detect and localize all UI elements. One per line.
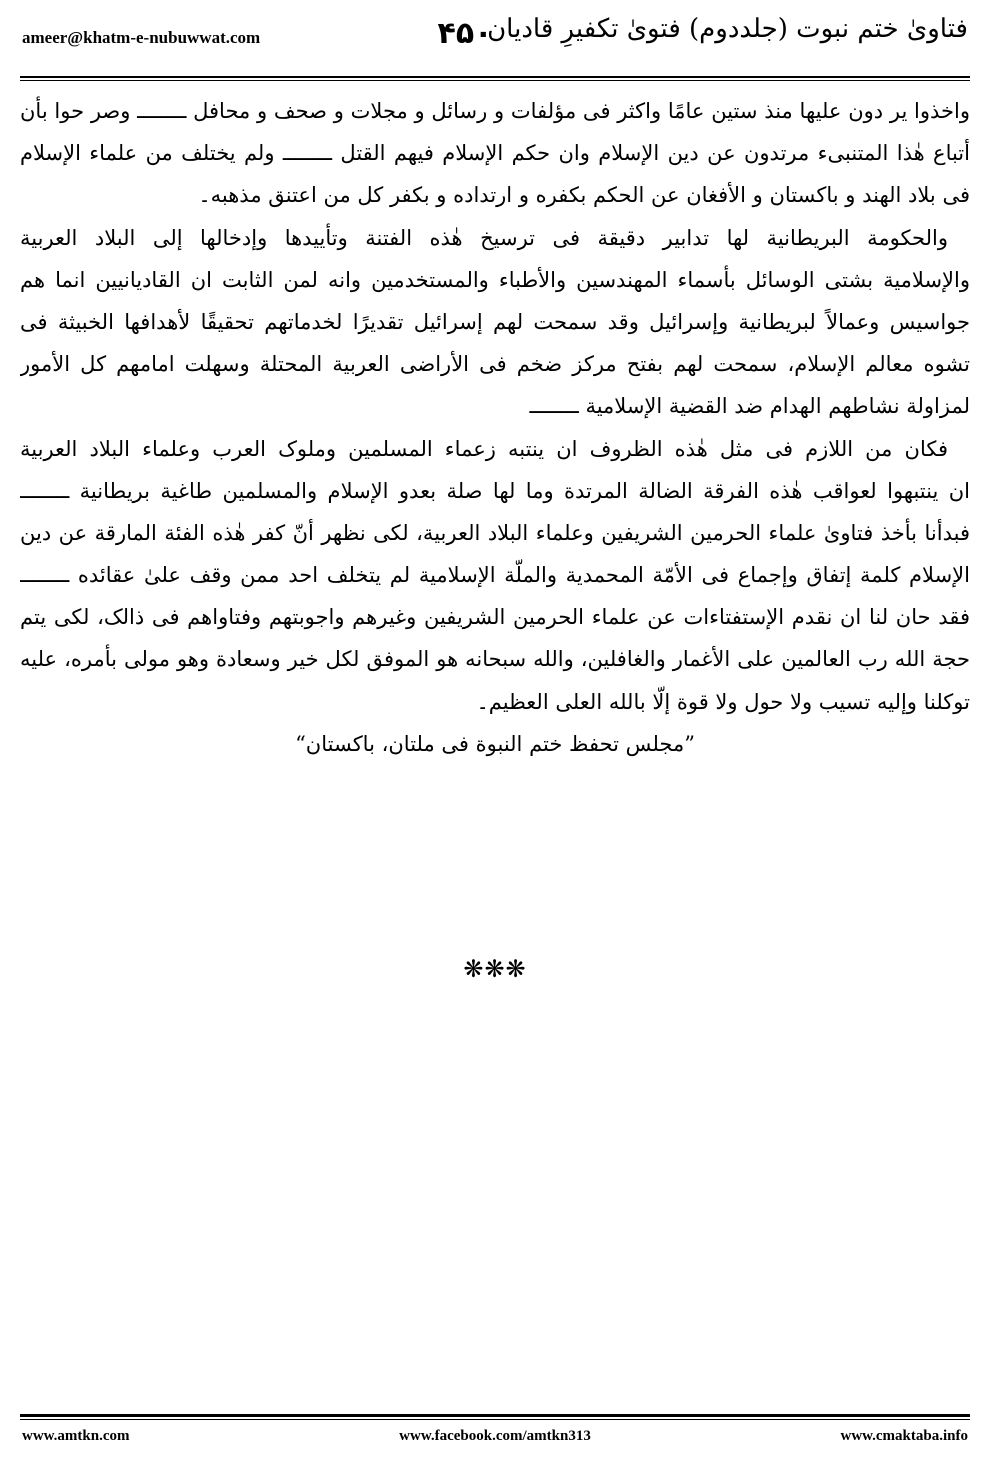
page-header	[0, 0, 990, 80]
text-line: حجة الله رب العالمین علی الأغمار والغافلین، والله سبحانه هو الموفق لکل خیر وسعادة وهو مولی بأمره، علیه	[20, 647, 970, 672]
text-line: واخذوا یر دون علیها منذ ستین عامًا واکثر فی مؤلفات و رسائل و مجلات و صحف و محافل ــــــــ وصر حوا بأن	[20, 99, 970, 123]
text-line: تشوه معالم الإسلام، سمحت لهم بفتح مرکز ضخم فی الأراضی العربیة المحتلة وسهلت امامهم کل الأمور	[20, 352, 970, 377]
text-line: ان ینتبهوا لعواقب هٰذه الفرقة الضالة المرتدة وما لها صلة بعدو الإسلام والمسلمین طاغیة بریطانیة ــــــــ	[20, 478, 970, 503]
footer-rule-thick	[20, 1414, 970, 1417]
header-email: ameer@khatm-e-nubuwwat.com	[22, 28, 261, 47]
text-line: جواسیس وعمالاً لبریطانیة وإسرائیل وقد سمحت لهم إسرائیل تقدیرًا لخدماتهم تحقیقًا لأهدافها الخبیثة فی	[20, 309, 970, 334]
page-footer	[0, 1422, 990, 1452]
text-line: فبدأنا بأخذ فتاویٰ علماء الحرمین الشریفین وعلماء البلاد العربیة، لکی نظهر أنّ کفر هٰذه الفئة المارقة عن دین	[20, 520, 970, 545]
book-title: فتاویٰ ختم نبوت (جلددوم) فتویٰ تکفیرِ قادیان	[487, 14, 968, 44]
header-rule-thick	[20, 76, 970, 78]
signature-line: ”مجلس تحفظ ختم النبوة فی ملتان، باکستان“	[295, 731, 695, 756]
text-line: والحکومة البریطانیة لها تدابیر دقیقة فی ترسیخ هٰذه الفتنة وتأییدها وإدخالها إلی البلاد العربیة	[20, 225, 948, 250]
footer-link-amtkn[interactable]: www.amtkn.com	[22, 1428, 130, 1444]
text-line: الإسلام کلمة إتفاق وإجماع فی الأمّة المحمدیة والملّة الإسلامیة لم یتخلف احد ممن وقف علیٰ عقائده ــــــــ	[20, 563, 970, 588]
text-line: أتباع هٰذا المتنبیء مرتدون عن دین الإسلام وان حکم الإسلام فیهم القتل ــــــــ ولم یختلف من علماء الإسلام	[20, 141, 970, 166]
footer-rule-thin	[20, 1419, 970, 1420]
text-line: فی بلاد الهند و باکستان و الأفغان عن الحکم بکفره و ارتداده و بکفر کل من اعتنق مذهبه۔	[198, 183, 970, 208]
section-ornament: ❋❋❋	[463, 955, 527, 983]
text-line: فقد حان لنا ان نقدم الإستفتاءات عن علماء الحرمین الشریفین وغیرهم واجوبتهم وفتاواهم فی ذالک، لکی یتم	[20, 605, 970, 630]
header-rule-thin	[20, 80, 970, 81]
footer-link-facebook[interactable]: www.facebook.com/amtkn313	[399, 1428, 591, 1444]
text-line: والإسلامیة بشتی الوسائل بأسماء المهندسین والأطباء والمستخدمین وانه لمن الثابت ان القادیانیین انما هم	[20, 267, 970, 292]
footer-link-cmaktaba[interactable]: www.cmaktaba.info	[840, 1428, 968, 1444]
body-text	[20, 90, 970, 765]
page-number: ۴۵۰	[437, 16, 493, 51]
text-line: لمزاولة نشاطهم الهدام ضد القضیة الإسلامیة ــــــــ	[529, 394, 970, 419]
text-line: فکان من اللازم فی مثل هٰذه الظروف ان ینتبه زعماء المسلمین وملوک العرب وعلماء البلاد العربیة	[20, 436, 948, 461]
text-line: توکلنا وإلیه تسیب ولا حول ولا قوة إلّا بالله العلی العظیم۔	[476, 689, 970, 714]
